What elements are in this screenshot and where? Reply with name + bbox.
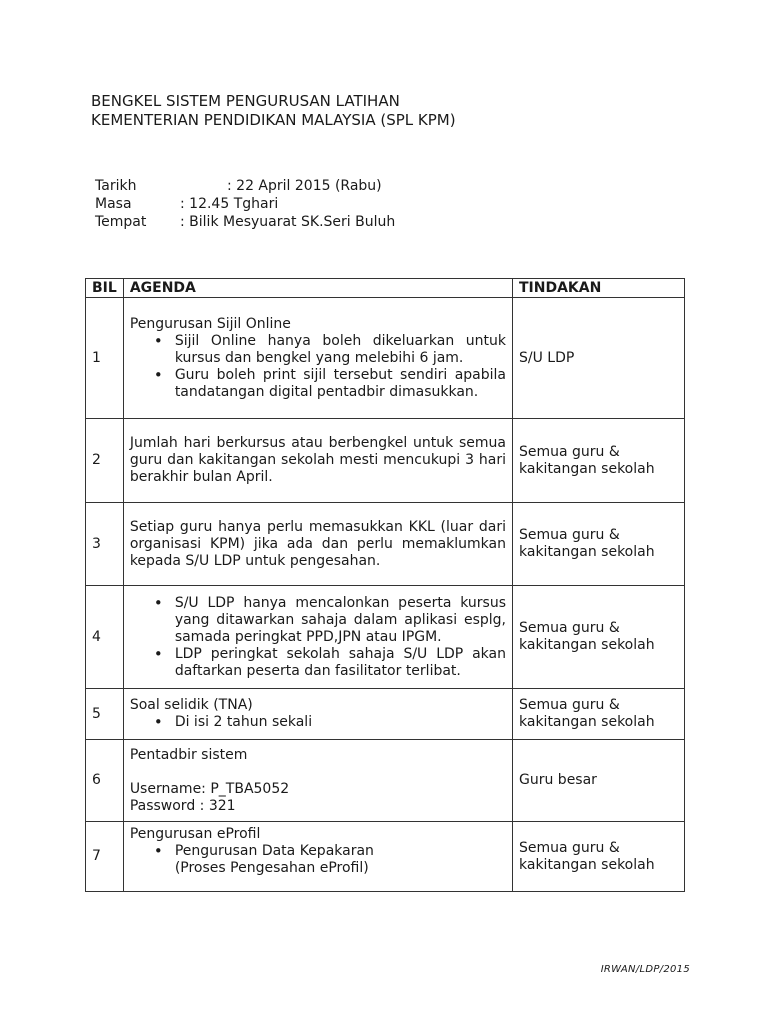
action-cell <box>513 689 685 740</box>
agenda-heading: Pentadbir sistem <box>129 746 248 763</box>
list-item: • S/U LDP hanya mencalonkan peserta kursus yang ditawarkan sahaja dalam aplikasi esplg, samada peringkat PPD,JPN atau IPGM. <box>175 595 506 646</box>
table-row <box>86 689 685 740</box>
agenda-cell <box>123 586 512 689</box>
action-line: Semua guru & <box>519 620 620 636</box>
footer-reference: IRWAN/LDP/2015 <box>600 964 690 975</box>
table-row <box>86 419 685 503</box>
action-cell <box>513 419 685 503</box>
agenda-heading: Pengurusan Sijil Online <box>129 315 291 332</box>
action-line: Semua guru & <box>519 527 620 543</box>
list-item: • Guru boleh print sijil tersebut sendiri apabila tandatangan digital pentadbir dimasukkan. <box>175 367 506 401</box>
list-item: • Di isi 2 tahun sekali <box>175 714 506 731</box>
bullet-list <box>130 595 506 680</box>
time-value: : 12.45 Tghari <box>180 196 279 212</box>
action-line: kakitangan sekolah <box>519 637 655 653</box>
place-label: Tempat <box>95 214 147 230</box>
action-cell: Guru besar <box>513 740 685 822</box>
table-header-row <box>86 279 685 298</box>
action-line: Semua guru & <box>519 697 620 713</box>
agenda-cell <box>123 689 512 740</box>
bullet-list <box>130 333 506 401</box>
title-line-2: KEMENTERIAN PENDIDIKAN MALAYSIA (SPL KPM) <box>91 111 456 129</box>
agenda-heading: Pengurusan eProfil <box>129 826 261 842</box>
table-row <box>86 586 685 689</box>
username-text: Username: P_TBA5052 <box>129 780 290 797</box>
action-cell <box>513 586 685 689</box>
action-cell: S/U LDP <box>513 298 685 419</box>
blank-line <box>130 877 506 887</box>
action-line: kakitangan sekolah <box>519 544 655 560</box>
table-row <box>86 822 685 892</box>
table-row <box>86 740 685 822</box>
time-label: Masa <box>95 196 132 212</box>
row-number: 7 <box>86 822 124 892</box>
action-line: kakitangan sekolah <box>519 856 655 873</box>
document-title <box>91 92 456 130</box>
action-line: kakitangan sekolah <box>519 714 655 730</box>
table-row <box>86 298 685 419</box>
sub-note: (Proses Pengesahan eProfil) <box>174 860 369 876</box>
row-number: 4 <box>86 586 124 689</box>
row-number: 6 <box>86 740 124 822</box>
agenda-cell <box>123 298 512 419</box>
list-item: • Pengurusan Data Kepakaran <box>175 843 506 860</box>
action-cell <box>513 822 685 892</box>
header-agenda: AGENDA <box>123 279 512 298</box>
agenda-cell: Jumlah hari berkursus atau berbengkel untuk semua guru dan kakitangan sekolah mesti mencukupi 3 hari berakhir bulan April. <box>123 419 512 503</box>
action-line: kakitangan sekolah <box>519 460 655 477</box>
date-value: : 22 April 2015 (Rabu) <box>227 178 382 194</box>
bullet-list <box>130 843 506 860</box>
header-tindakan: TINDAKAN <box>513 279 685 298</box>
blank-line <box>130 764 506 781</box>
password-text: Password : 321 <box>129 797 236 814</box>
row-number: 3 <box>86 503 124 586</box>
list-item: • Sijil Online hanya boleh dikeluarkan untuk kursus dan bengkel yang melebihi 6 jam. <box>175 333 506 367</box>
agenda-cell: Setiap guru hanya perlu memasukkan KKL (luar dari organisasi KPM) jika ada dan perlu memaklumkan kepada S/U LDP untuk pengesahan. <box>123 503 512 586</box>
bullet-list <box>130 714 506 731</box>
list-item: • LDP peringkat sekolah sahaja S/U LDP akan daftarkan peserta dan fasilitator terlibat. <box>175 646 506 680</box>
agenda-cell <box>123 740 512 822</box>
header-bil: BIL <box>86 279 124 298</box>
title-line-1: BENGKEL SISTEM PENGURUSAN LATIHAN <box>91 92 400 110</box>
action-cell <box>513 503 685 586</box>
place-value: : Bilik Mesyuarat SK.Seri Buluh <box>180 214 396 230</box>
action-line: Semua guru & <box>519 443 620 460</box>
row-number: 2 <box>86 419 124 503</box>
table-row <box>86 503 685 586</box>
agenda-heading: Soal selidik (TNA) <box>129 697 253 713</box>
date-label: Tarikh <box>95 178 137 194</box>
agenda-cell <box>123 822 512 892</box>
action-line: Semua guru & <box>519 839 620 856</box>
row-number: 1 <box>86 298 124 419</box>
row-number: 5 <box>86 689 124 740</box>
agenda-table <box>85 278 685 892</box>
